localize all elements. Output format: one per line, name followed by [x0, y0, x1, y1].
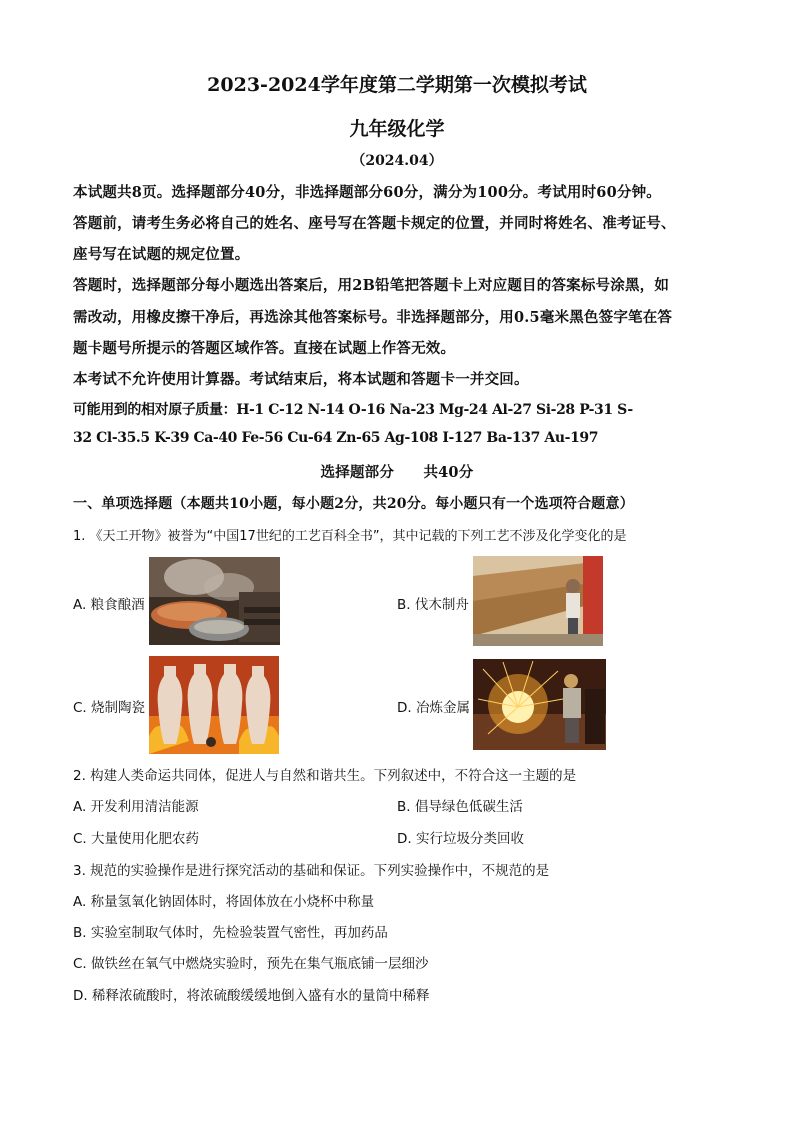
exam-subtitle: 九年级化学 — [349, 118, 445, 140]
q1-option-a: A. 粮食酿酒 — [73, 597, 145, 613]
atomic-mass-line: 可能用到的相对原子质量：H-1 C-12 N-14 O-16 Na-23 Mg-24 Al-27 Si-28 P-31 S- — [73, 402, 633, 418]
q2-option-d: D. 实行垃圾分类回收 — [397, 831, 524, 847]
grain-brewing-photo — [149, 557, 280, 645]
question-3-stem: 3. 规范的实验操作是进行探究活动的基础和保证。下列实验操作中，不规范的是 — [73, 863, 550, 879]
instruction-line: 答题前，请考生务必将自己的姓名、座号写在答题卡规定的位置，并同时将姓名、准考证号、 — [73, 215, 676, 232]
q3-option-d: D. 稀释浓硫酸时，将浓硫酸缓缓地倒入盛有水的量筒中稀释 — [73, 988, 430, 1004]
instruction-line: 本考试不允许使用计算器。考试结束后，将本试题和答题卡一并交回。 — [73, 371, 529, 388]
question-2-stem: 2. 构建人类命运共同体，促进人与自然和谐共生。下列叙述中，不符合这一主题的是 — [73, 768, 577, 784]
q1-option-b: B. 伐木制舟 — [397, 597, 469, 613]
q2-option-b: B. 倡导绿色低碳生活 — [397, 799, 523, 815]
q2-option-c: C. 大量使用化肥农药 — [73, 831, 200, 847]
q1-option-d: D. 冶炼金属 — [397, 700, 470, 716]
q3-option-c: C. 做铁丝在氧气中燃烧实验时，预先在集气瓶底铺一层细沙 — [73, 956, 429, 972]
q1-option-c: C. 烧制陶瓷 — [73, 700, 146, 716]
q3-option-a: A. 称量氢氧化钠固体时，将固体放在小烧杯中称量 — [73, 894, 375, 910]
exam-title: 2023-2024学年度第二学期第一次模拟考试 — [207, 74, 587, 96]
question-1-stem: 1. 《天工开物》被誉为“中国17世纪的工艺百科全书”，其中记载的下列工艺不涉及化学变化的是 — [73, 529, 627, 544]
instruction-line: 题卡题号所提示的答题区域作答。直接在试题上作答无效。 — [73, 340, 456, 357]
instruction-line: 答题时，选择题部分每小题选出答案后，用2B铅笔把答题卡上对应题目的答案标号涂黑，如 — [73, 277, 670, 294]
instruction-line: 需改动，用橡皮擦干净后，再选涂其他答案标号。非选择题部分，用0.5毫米黑色签字笔在答 — [73, 309, 673, 326]
metal-smelting-photo — [473, 659, 606, 750]
exam-date: （2024.04） — [351, 153, 443, 169]
woodworking-boat-photo — [473, 556, 603, 646]
ceramic-kiln-photo — [149, 656, 279, 754]
q3-option-b: B. 实验室制取气体时，先检验装置气密性，再加药品 — [73, 925, 388, 941]
q2-option-a: A. 开发利用清洁能源 — [73, 799, 199, 815]
atomic-mass-line: 32 Cl-35.5 K-39 Ca-40 Fe-56 Cu-64 Zn-65 Ag-108 I-127 Ba-137 Au-197 — [73, 430, 599, 446]
section-title: 选择题部分 共40分 — [320, 464, 474, 481]
instruction-line: 本试题共8页。选择题部分40分，非选择题部分60分，满分为100分。考试用时60分钟。 — [73, 184, 661, 201]
part-one-heading: 一、单项选择题（本题共10小题，每小题2分，共20分。每小题只有一个选项符合题意） — [73, 496, 634, 512]
instruction-line: 座号写在试题的规定位置。 — [73, 246, 250, 263]
